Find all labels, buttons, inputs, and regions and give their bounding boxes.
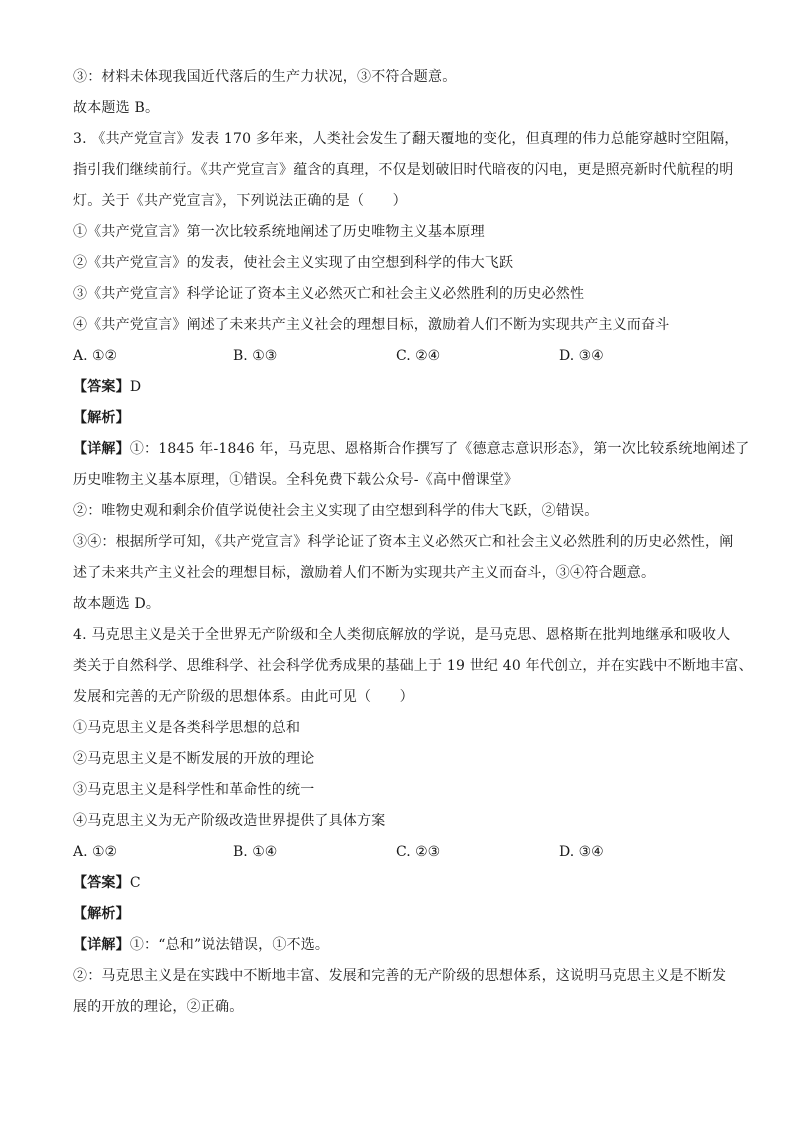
text-line: 3. 《共产党宣言》发表 170 多年来，人类社会发生了翻天覆地的变化，但真理的伟力总能穿越时空阻隔，	[73, 131, 739, 147]
text-line: 故本题选 B。	[73, 100, 160, 116]
section-tag: 【答案】	[73, 379, 130, 395]
section-tag: 【解析】	[73, 906, 130, 922]
text-line: ②马克思主义是不断发展的开放的理论	[73, 751, 315, 767]
text-line: 展的开放的理论，②正确。	[73, 999, 244, 1015]
labeled-line	[73, 434, 750, 465]
text-line: ①马克思主义是各类科学思想的总和	[73, 720, 301, 736]
labeled-line	[73, 930, 733, 961]
text-line: 指引我们继续前行。《共产党宣言》蕴含的真理，不仅是划破旧时代暗夜的闪电，更是照亮新时代航程的明	[73, 162, 734, 178]
option-item: C. ②③	[396, 844, 441, 860]
section-tag: 【解析】	[73, 410, 130, 426]
section-tag: 【详解】	[73, 937, 130, 953]
labeled-line	[73, 372, 733, 403]
text-line: 故本题选 D。	[73, 596, 161, 612]
labeled-line	[73, 403, 733, 434]
answer-options	[73, 341, 733, 372]
text-line: ③④：根据所学可知，《共产党宣言》科学论证了资本主义必然灭亡和社会主义必然胜利的历史必然性，阐	[73, 534, 734, 550]
text-line: ④《共产党宣言》阐述了未来共产主义社会的理想目标，激励着人们不断为实现共产主义而奋斗	[73, 317, 670, 333]
text-line: ②《共产党宣言》的发表，使社会主义实现了由空想到科学的伟大飞跃	[73, 255, 514, 271]
text-line: ③马克思主义是科学性和革命性的统一	[73, 782, 315, 798]
text-line: ②：马克思主义是在实践中不断地丰富、发展和完善的无产阶级的思想体系，这说明马克思主义是不断发	[73, 968, 727, 984]
option-item: B. ①③	[233, 348, 278, 364]
text-line: ①《共产党宣言》第一次比较系统地阐述了历史唯物主义基本原理	[73, 224, 485, 240]
labeled-line	[73, 868, 733, 899]
option-item: D. ③④	[559, 844, 604, 860]
document-body	[73, 62, 753, 1023]
option-item: A. ①②	[73, 844, 118, 860]
text-line: 历史唯物主义基本原理，①错误。全科免费下载公众号-《高中僧课堂》	[73, 472, 519, 488]
option-item: C. ②④	[396, 348, 441, 364]
line-text: C	[129, 875, 141, 891]
line-text: D	[129, 379, 142, 395]
text-line: 类关于自然科学、思维科学、社会科学优秀成果的基础上于 19 世纪 40 年代创立，并在实践中不断地丰富、	[73, 658, 753, 674]
text-line: 发展和完善的无产阶级的思想体系。由此可见（ ）	[73, 689, 414, 705]
text-line: 述了未来共产主义社会的理想目标，激励着人们不断为实现共产主义而奋斗，③④符合题意。	[73, 565, 656, 581]
section-tag: 【详解】	[73, 441, 130, 457]
text-line: 4. 马克思主义是关于全世界无产阶级和全人类彻底解放的学说，是马克思、恩格斯在批判地继承和吸收人	[73, 627, 731, 643]
text-line: ③《共产党宣言》科学论证了资本主义必然灭亡和社会主义必然胜利的历史必然性	[73, 286, 585, 302]
answer-options	[73, 837, 733, 868]
option-item: A. ①②	[73, 348, 118, 364]
option-item: B. ①④	[233, 844, 278, 860]
text-line: ②：唯物史观和剩余价值学说使社会主义实现了由空想到科学的伟大飞跃，②错误。	[73, 503, 599, 519]
labeled-line	[73, 899, 733, 930]
text-line: ④马克思主义为无产阶级改造世界提供了具体方案	[73, 813, 386, 829]
line-text: ①：1845 年-1846 年，马克思、恩格斯合作撰写了《德意志意识形态》，第一次比较系统地阐述了	[129, 441, 750, 457]
option-item: D. ③④	[559, 348, 604, 364]
text-line: 灯。关于《共产党宣言》，下列说法正确的是（ ）	[73, 193, 407, 209]
line-text: ①：“总和”说法错误，①不选。	[129, 937, 330, 953]
section-tag: 【答案】	[73, 875, 130, 891]
text-line: ③：材料未体现我国近代落后的生产力状况，③不符合题意。	[73, 69, 457, 85]
